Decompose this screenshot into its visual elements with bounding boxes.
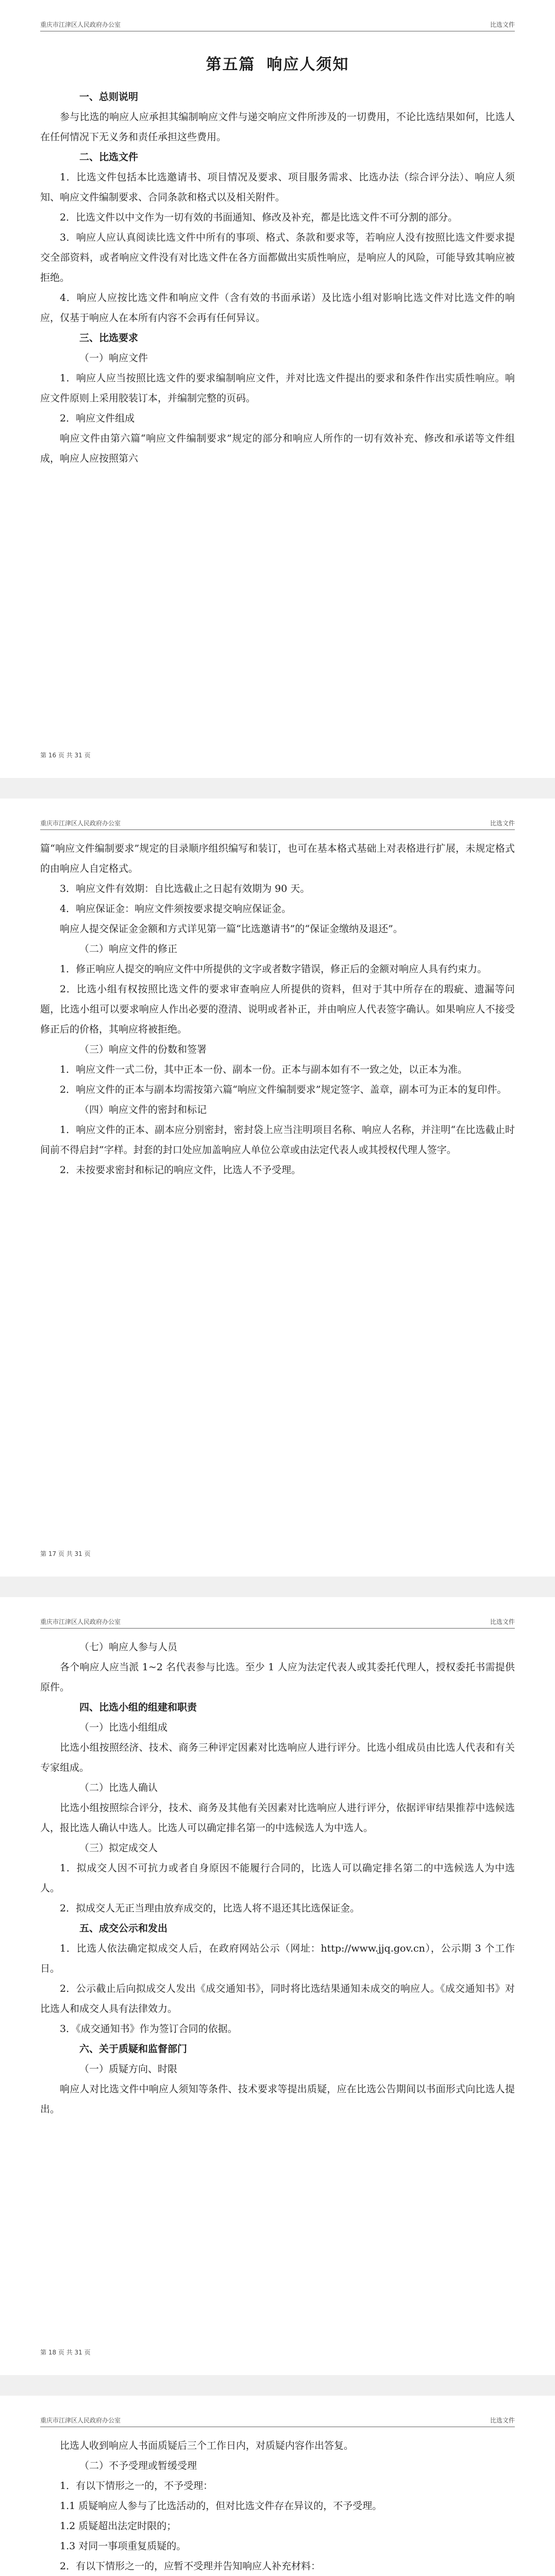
section-heading: 一、总则说明: [79, 91, 139, 103]
page-footer: 第 17 页 共 31 页: [40, 1550, 91, 1557]
paragraph: 1．比选文件包括本比选邀请书、项目情况及要求、项目服务需求、比选办法（综合评分法）、响应人须知、响应文件编制要求、合同条款和格式以及相关附件。: [40, 172, 515, 203]
paragraph: 响应人提交保证金金额和方式详见第一篇“比选邀请书”的“保证金缴纳及退还”。: [60, 923, 403, 935]
paragraph-list: [40, 1637, 515, 2120]
paragraph: 2．有以下情形之一的，应暂不受理并告知响应人补充材料：: [60, 2561, 321, 2572]
paragraph: 2．拟成交人无正当理由放弃成交的，比选人将不退还其比选保证金。: [60, 1903, 360, 1914]
paragraph: 2．比选文件以中文作为一切有效的书面通知、修改及补充，都是比选文件不可分割的部分。: [60, 212, 458, 223]
page-footer: 第 18 页 共 31 页: [40, 2349, 91, 2356]
paragraph-list: [40, 87, 515, 469]
section-heading: （一）响应文件: [79, 352, 148, 364]
paragraph-list: [40, 2436, 515, 2576]
paragraph: 1．拟成交人因不可抗力或者自身原因不能履行合同的，比选人可以确定排名第二的中选候选人为中选人。: [40, 1862, 515, 1894]
section-heading: （二）响应文件的修正: [79, 943, 178, 955]
page-content: [40, 40, 515, 469]
page-3: [0, 1597, 555, 2375]
section-heading: （七）响应人参与人员: [79, 1641, 178, 1653]
paragraph: 2．比选小组有权按照比选文件的要求审查响应人所提供的资料，但对于其中所存在的瑕疵、遗漏等问题，比选小组可以要求响应人作出必要的澄清、说明或者补正，并由响应人代表签字确认。如果响应人不接受修正后的价格，其响应将被拒绝。: [40, 984, 515, 1035]
paragraph: 1．比选人依法确定拟成交人后，在政府网站公示（网址：http://www.jjq.gov.cn），公示期 3 个工作日。: [40, 1943, 515, 1974]
page-header: [40, 20, 515, 31]
header-doc-type: 比选文件: [490, 1618, 515, 1625]
chapter-title: [40, 55, 515, 75]
header-org: 重庆市江津区人民政府办公室: [40, 1618, 121, 1625]
paragraph: 参与比选的响应人应承担其编制响应文件与递交响应文件所涉及的一切费用，不论比选结果如何，比选人在任何情况下无义务和责任承担这些费用。: [40, 111, 515, 143]
chapter-name: 响应人须知: [266, 56, 349, 74]
paragraph: 2．公示截止后向拟成交人发出《成交通知书》，同时将比选结果通知未成交的响应人。《成交通知书》对比选人和成交人具有法律效力。: [40, 1983, 515, 2014]
paragraph: 4．响应保证金：响应文件须按要求提交响应保证金。: [60, 903, 292, 914]
paragraph: 响应人对比选文件中响应人须知等条件、技术要求等提出质疑，应在比选公告期间以书面形式向比选人提出。: [40, 2083, 515, 2115]
paragraph: 篇“响应文件编制要求”规定的目录顺序组织编写和装订，也可在基本格式基础上对表格进行扩展，未规定格式的由响应人自定格式。: [40, 843, 515, 874]
section-heading: （二）不予受理或暂缓受理: [79, 2460, 197, 2471]
page-4: [0, 2396, 555, 2576]
paragraph: 比选小组按照综合评分，技术、商务及其他有关因素对比选响应人进行评分，依据评审结果推荐中选候选人，报比选人确认中选人。比选人可以确定排名第一的中选候选人为中选人。: [40, 1802, 515, 1834]
page-header: [40, 2415, 515, 2427]
paragraph: 比选小组按照经济、技术、商务三种评定因素对比选响应人进行评分。比选小组成员由比选人代表和有关专家组成。: [40, 1742, 515, 1773]
page-2: [0, 799, 555, 1577]
paragraph: 1．修正响应人提交的响应文件中所提供的文字或者数字错误，修正后的金额对响应人具有约束力。: [60, 963, 487, 975]
section-heading: （三）拟定成交人: [79, 1842, 158, 1854]
paragraph: 2．未按要求密封和标记的响应文件，比选人不予受理。: [60, 1164, 301, 1176]
section-heading: 六、关于质疑和监督部门: [79, 2043, 188, 2055]
paragraph: 1．响应文件的正本、副本应分别密封，密封袋上应当注明项目名称、响应人名称，并注明“在比选截止时间前不得启封”字样。封套的封口处应加盖响应人单位公章或由法定代表人或其授权代理人签字。: [40, 1124, 515, 1156]
page-content: [40, 1637, 515, 2120]
paragraph: 3．响应人应认真阅读比选文件中所有的事项、格式、条款和要求等，若响应人没有按照比选文件要求提交全部资料，或者响应文件没有对比选文件在各方面都做出实质性响应，是响应人的风险，可能导致其响应被拒绝。: [40, 232, 515, 283]
header-org: 重庆市江津区人民政府办公室: [40, 2417, 121, 2424]
paragraph: 4．响应人应按比选文件和响应文件（含有效的书面承诺）及比选小组对影响比选文件对比选文件的响应，仅基于响应人在本所有内容不会再有任何异议。: [40, 292, 515, 324]
paragraph: 1．有以下情形之一的，不予受理：: [60, 2480, 213, 2492]
paragraph: 1．响应文件一式二份，其中正本一份、副本一份。正本与副本如有不一致之处，以正本为准。: [60, 1064, 468, 1075]
header-doc-type: 比选文件: [490, 2417, 515, 2424]
paragraph: 3．《成交通知书》作为签订合同的依据。: [60, 2023, 238, 2035]
paragraph: 2．响应文件组成: [60, 413, 135, 424]
paragraph: 1.1 质疑响应人参与了比选活动的，但对比选文件存在异议的，不予受理。: [60, 2500, 382, 2512]
section-heading: （三）响应文件的份数和签署: [79, 1044, 207, 1055]
page-content: [40, 839, 515, 1180]
page-footer: 第 16 页 共 31 页: [40, 752, 91, 759]
paragraph: 1.3 对同一事项重复质疑的。: [60, 2540, 187, 2552]
section-heading: （二）比选人确认: [79, 1782, 158, 1793]
section-heading: （一）质疑方向、时限: [79, 2063, 178, 2075]
paragraph: 各个响应人应当派 1~2 名代表参与比选。至少 1 人应为法定代表人或其委托代理人，授权委托书需提供原件。: [40, 1662, 515, 1693]
section-heading: （一）比选小组组成: [79, 1722, 168, 1733]
header-org: 重庆市江津区人民政府办公室: [40, 820, 121, 827]
section-heading: （四）响应文件的密封和标记: [79, 1104, 207, 1115]
paragraph-list: [40, 839, 515, 1180]
paragraph: 1.2 质疑超出法定时限的；: [60, 2520, 177, 2532]
page-header: [40, 1617, 515, 1629]
section-heading: 四、比选小组的组建和职责: [79, 1702, 197, 1713]
chapter-part: 第五篇: [206, 56, 256, 74]
page-1: [0, 0, 555, 778]
paragraph: 1．响应人应当按照比选文件的要求编制响应文件，并对比选文件提出的要求和条件作出实质性响应。响应文件原则上采用胶装订本，并编制完整的页码。: [40, 372, 515, 404]
paragraph: 3．响应文件有效期：自比选截止之日起有效期为 90 天。: [60, 883, 310, 894]
page-header: [40, 818, 515, 830]
section-heading: 二、比选文件: [79, 151, 139, 163]
paragraph: 比选人收到响应人书面质疑后三个工作日内，对质疑内容作出答复。: [60, 2440, 354, 2451]
page-content: [40, 2436, 515, 2576]
section-heading: 五、成交公示和发出: [79, 1923, 168, 1934]
header-doc-type: 比选文件: [490, 820, 515, 827]
header-doc-type: 比选文件: [490, 21, 515, 28]
section-heading: 三、比选要求: [79, 332, 139, 344]
paragraph: 2．响应文件的正本与副本均需按第六篇“响应文件编制要求”规定签字、盖章，副本可为正本的复印件。: [60, 1084, 507, 1095]
header-org: 重庆市江津区人民政府办公室: [40, 21, 121, 28]
paragraph: 响应文件由第六篇“响应文件编制要求”规定的部分和响应人所作的一切有效补充、修改和承诺等文件组成，响应人应按照第六: [40, 433, 515, 464]
